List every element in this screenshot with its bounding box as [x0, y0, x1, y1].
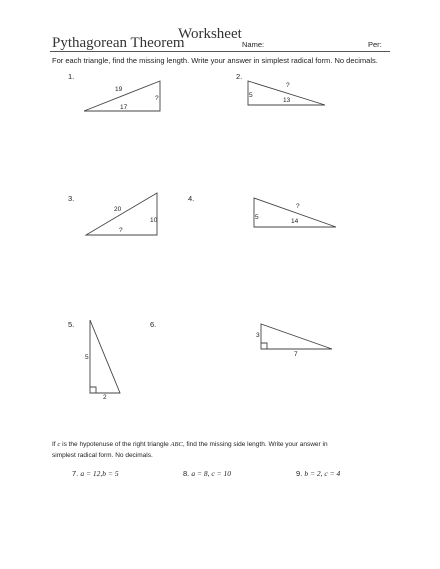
- problem-number-5: 5.: [68, 320, 75, 329]
- problem-number-2: 2.: [236, 72, 243, 81]
- problem-number-3: 3.: [68, 194, 75, 203]
- triangle-6-right-angle-mark: [261, 343, 267, 349]
- triangle-3-label-unknown: ?: [119, 227, 123, 234]
- problem-number-1: 1.: [68, 72, 75, 81]
- name-label: Name:: [242, 40, 265, 49]
- triangle-6-label-leg: 3: [256, 332, 260, 339]
- triangle-4-label-unknown: ?: [296, 203, 300, 210]
- triangle-6: [261, 324, 332, 349]
- part2-line1: [52, 441, 328, 448]
- triangle-name-abc: ABC: [170, 441, 183, 448]
- page-title: Pythagorean Theorem: [52, 35, 185, 51]
- period-label: Per:: [368, 40, 382, 49]
- worksheet-label: Worksheet: [178, 26, 242, 42]
- triangle-2-label-leg: 5: [249, 92, 253, 99]
- triangle-4-label-hypotenuse: 14: [291, 218, 299, 225]
- problem-7: [72, 469, 119, 478]
- part2-line1-mid: is the hypotenuse of the right triangle: [60, 441, 171, 448]
- triangle-2-label-hypotenuse: 13: [283, 97, 291, 104]
- problem-7-number: 7.: [72, 469, 79, 478]
- triangle-4-label-leg: 5: [255, 214, 259, 221]
- problem-7-expression: a = 12,b = 5: [80, 469, 119, 478]
- triangle-5-label-base: 2: [103, 394, 107, 401]
- triangle-1-label-base: 17: [120, 104, 128, 111]
- triangle-1-label-unknown: ?: [155, 95, 159, 102]
- triangle-6-label-base: 7: [294, 351, 298, 358]
- problem-8: [183, 469, 231, 478]
- variable-c: c: [57, 441, 61, 448]
- triangle-1-label-hypotenuse: 19: [115, 86, 123, 93]
- problem-8-expression: a = 8, c = 10: [191, 469, 232, 478]
- triangle-3-label-hypotenuse: 20: [114, 206, 122, 213]
- instructions: For each triangle, find the missing length. Write your answer in simplest radical form. No decimals.: [52, 56, 378, 65]
- problem-8-number: 8.: [183, 469, 190, 478]
- triangle-3-label-leg: 10: [150, 217, 158, 224]
- part2-line1-pre: If: [52, 441, 58, 448]
- part2-line2: simplest radical form. No decimals.: [52, 452, 153, 459]
- problem-9: [296, 469, 340, 478]
- problem-9-number: 9.: [296, 469, 303, 478]
- problem-number-4: 4.: [188, 194, 195, 203]
- triangle-5-label-leg: 5: [85, 354, 89, 361]
- problem-number-6: 6.: [150, 320, 157, 329]
- triangle-2-label-unknown: ?: [286, 82, 290, 89]
- problem-9-expression: b = 2, c = 4: [304, 469, 341, 478]
- part2-line1-post: , find the missing side length. Write your answer in: [182, 441, 328, 448]
